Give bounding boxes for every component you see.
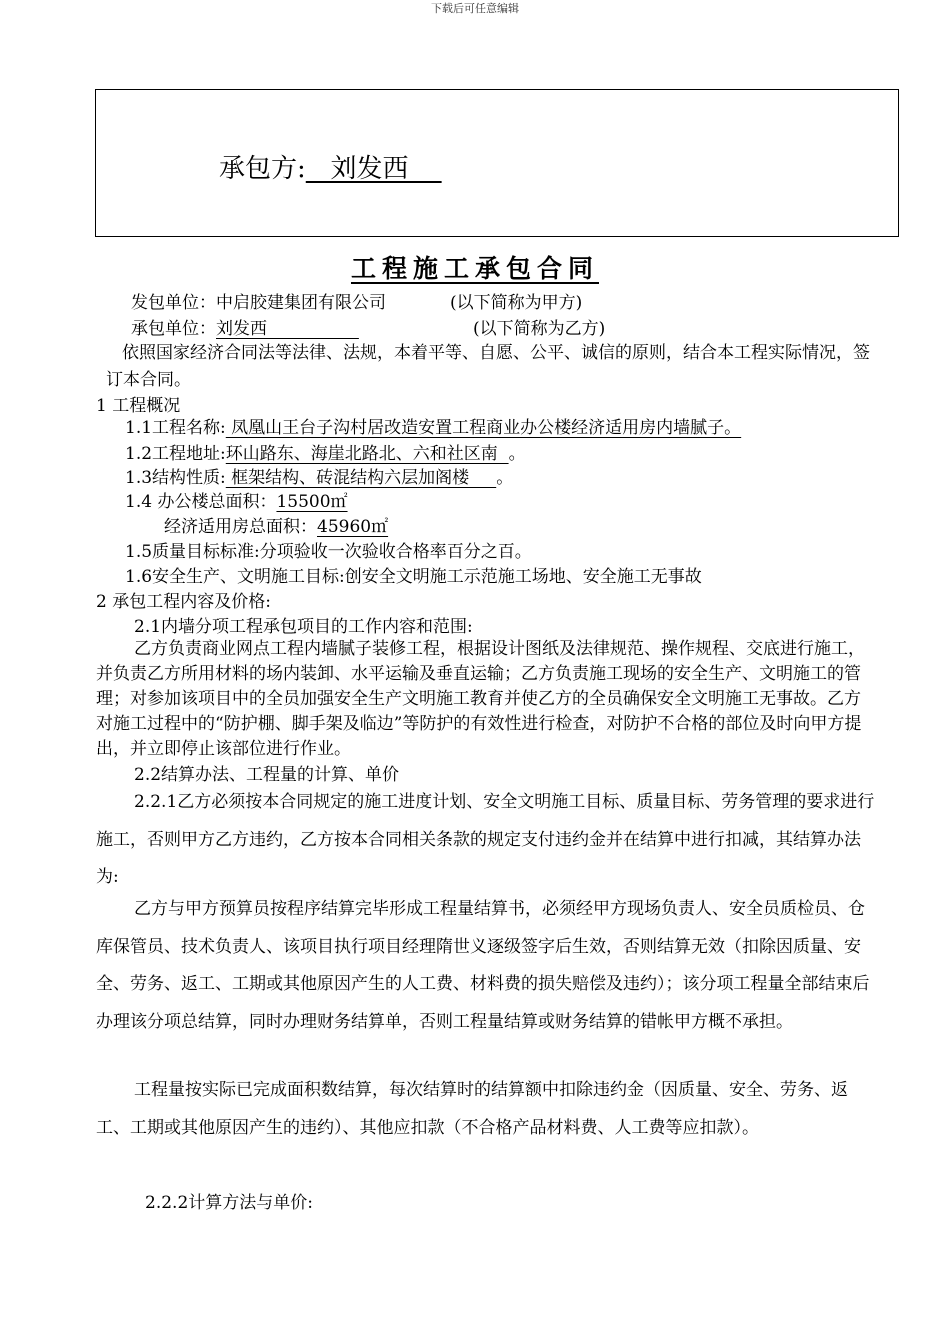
contract-title	[0, 249, 950, 285]
page-header-note: 下载后可任意编辑	[431, 2, 519, 15]
party-a-label: 发包单位：	[131, 293, 216, 313]
project-address-label: 1.2工程地址:	[125, 444, 226, 464]
section222-heading: 2.2.2计算方法与单价:	[145, 1193, 313, 1213]
contractor-name: 刘发西	[305, 154, 442, 184]
party-a-value: 中启胶建集团有限公司	[216, 293, 386, 313]
intro-paragraph: 依照国家经济合同法等法律、法规，本着平等、自愿、公平、诚信的原则，结合本工程实际情况，签订本合同。	[106, 343, 870, 390]
section2-heading: 2 承包工程内容及价格:	[96, 592, 271, 612]
item-housing-area	[164, 516, 388, 538]
party-b-line	[131, 318, 359, 340]
item-office-area	[125, 491, 348, 513]
housing-area-label: 经济适用房总面积：	[164, 517, 317, 537]
party-b-note: (以下简称为乙方)	[473, 319, 606, 339]
quantity-paragraph: 工程量按实际已完成面积数结算，每次结算时的结算额中扣除违约金（因质量、安全、劳务、返工、工期或其他原因产生的违约）、其他应扣款（不合格产品材料费、人工费等应扣款）。	[96, 1080, 848, 1138]
item-project-address	[125, 443, 526, 465]
project-name-label: 1.1工程名称:	[125, 418, 226, 438]
housing-area-value: 45960㎡	[317, 517, 389, 537]
section21-heading: 2.1内墙分项工程承包项目的工作内容和范围:	[134, 617, 473, 637]
section221-body: 2.2.1乙方必须按本合同规定的施工进度计划、安全文明施工目标、质量目标、劳务管理的要求进行施工，否则甲方乙方违约，乙方按本合同相关条款的规定支付违约金并在结算中进行扣减，其结算办法为:	[96, 792, 875, 887]
item-structure	[125, 467, 513, 489]
cover-contractor-line	[219, 148, 442, 185]
structure-label: 1.3结构性质:	[125, 468, 226, 488]
contractor-label: 承包方:	[219, 154, 306, 184]
party-b-value: 刘发西	[216, 319, 359, 339]
office-area-value: 15500㎡	[276, 492, 348, 512]
section21-body: 乙方负责商业网点工程内墙腻子装修工程，根据设计图纸及法律规范、操作规程、交底进行施工，并负责乙方所用材料的场内装卸、水平运输及垂直运输；乙方负责施工现场的安全生产、文明施工的管理；对参加该项目中的全员加强安全生产文明施工教育并使乙方的全员确保安全文明施工无事故。乙方对施工过程中的“防护棚、脚手架及临边”等防护的有效性进行检查，对防护不合格的部位及时向甲方提出，并立即停止该部位进行作业。	[96, 639, 865, 759]
structure-value: 框架结构、砖混结构六层加阁楼	[225, 468, 497, 488]
item-quality-target: 1.5质量目标标准:分项验收一次验收合格率百分之百。	[125, 542, 532, 562]
project-name-value: 凤凰山王台子沟村居改造安置工程商业办公楼经济适用房内墙腻子。	[225, 418, 742, 438]
office-area-label: 1.4 办公楼总面积：	[125, 492, 277, 512]
section22-heading: 2.2结算办法、工程量的计算、单价	[134, 765, 400, 785]
contract-title-text: 工程施工承包合同	[350, 254, 599, 283]
item-safety-target: 1.6安全生产、文明施工目标:创安全文明施工示范施工场地、安全施工无事故	[125, 567, 702, 587]
project-address-value: 环山路东、海崖北路北、六和社区南	[225, 444, 509, 464]
project-address-end: 。	[508, 444, 526, 464]
item-project-name	[125, 417, 741, 439]
structure-end: 。	[496, 468, 514, 488]
party-a-line	[131, 292, 386, 314]
party-b-label: 承包单位：	[131, 319, 216, 339]
cover-box	[95, 89, 899, 237]
party-a-note: (以下简称为甲方)	[450, 293, 583, 313]
section1-heading: 1 工程概况	[96, 396, 181, 416]
settlement-paragraph: 乙方与甲方预算员按程序结算完毕形成工程量结算书，必须经甲方现场负责人、安全员质检员、仓库保管员、技术负责人、该项目执行项目经理隋世义逐级签字后生效，否则结算无效（扣除因质量、安全、劳务、返工、工期或其他原因产生的人工费、材料费的损失赔偿及违约）；该分项工程量全部结束后办理该分项总结算，同时办理财务结算单，否则工程量结算或财务结算的错帐甲方概不承担。	[96, 899, 870, 1032]
